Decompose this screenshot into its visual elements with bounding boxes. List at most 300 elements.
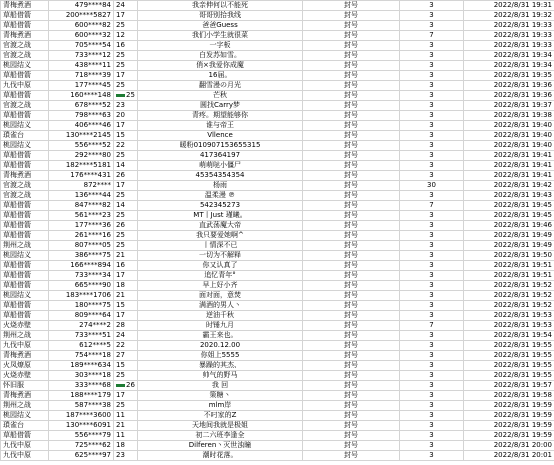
server-cell[interactable]	[1, 101, 49, 111]
index-cell[interactable]	[114, 301, 138, 311]
timestamp-cell[interactable]	[464, 51, 554, 61]
table-row[interactable]	[1, 411, 554, 421]
count-cell[interactable]	[400, 301, 464, 311]
timestamp-cell[interactable]	[464, 161, 554, 171]
timestamp-cell[interactable]	[464, 311, 554, 321]
count-cell[interactable]	[400, 381, 464, 391]
server-cell[interactable]	[1, 391, 49, 401]
server-cell[interactable]	[1, 251, 49, 261]
action-cell[interactable]	[303, 341, 400, 351]
table-row[interactable]	[1, 311, 554, 321]
nickname-cell[interactable]	[138, 211, 303, 221]
index-cell[interactable]	[114, 131, 138, 141]
timestamp-cell[interactable]	[464, 281, 554, 291]
timestamp-cell[interactable]	[464, 251, 554, 261]
server-cell[interactable]	[1, 281, 49, 291]
action-cell[interactable]	[303, 161, 400, 171]
nickname-cell[interactable]	[138, 401, 303, 411]
table-row[interactable]	[1, 391, 554, 401]
action-cell[interactable]	[303, 91, 400, 101]
count-cell[interactable]	[400, 431, 464, 441]
table-row[interactable]	[1, 271, 554, 281]
timestamp-cell[interactable]	[464, 451, 554, 461]
count-cell[interactable]	[400, 361, 464, 371]
table-row[interactable]	[1, 231, 554, 241]
nickname-cell[interactable]	[138, 391, 303, 401]
action-cell[interactable]	[303, 351, 400, 361]
account-cell[interactable]	[49, 441, 114, 451]
count-cell[interactable]	[400, 371, 464, 381]
count-cell[interactable]	[400, 221, 464, 231]
action-cell[interactable]	[303, 431, 400, 441]
server-cell[interactable]	[1, 11, 49, 21]
nickname-cell[interactable]	[138, 51, 303, 61]
nickname-cell[interactable]	[138, 341, 303, 351]
account-cell[interactable]	[49, 231, 114, 241]
server-cell[interactable]	[1, 1, 49, 11]
account-cell[interactable]	[49, 451, 114, 461]
table-row[interactable]	[1, 261, 554, 271]
index-cell[interactable]	[114, 51, 138, 61]
table-row[interactable]	[1, 191, 554, 201]
action-cell[interactable]	[303, 441, 400, 451]
nickname-cell[interactable]	[138, 271, 303, 281]
table-row[interactable]	[1, 251, 554, 261]
timestamp-cell[interactable]	[464, 141, 554, 151]
action-cell[interactable]	[303, 111, 400, 121]
nickname-cell[interactable]	[138, 291, 303, 301]
timestamp-cell[interactable]	[464, 231, 554, 241]
index-cell[interactable]	[114, 441, 138, 451]
nickname-cell[interactable]	[138, 241, 303, 251]
server-cell[interactable]	[1, 151, 49, 161]
nickname-cell[interactable]	[138, 371, 303, 381]
account-cell[interactable]	[49, 91, 114, 101]
index-cell[interactable]	[114, 381, 138, 391]
nickname-cell[interactable]	[138, 411, 303, 421]
table-row[interactable]	[1, 111, 554, 121]
action-cell[interactable]	[303, 261, 400, 271]
action-cell[interactable]	[303, 381, 400, 391]
action-cell[interactable]	[303, 411, 400, 421]
action-cell[interactable]	[303, 361, 400, 371]
timestamp-cell[interactable]	[464, 71, 554, 81]
count-cell[interactable]	[400, 31, 464, 41]
server-cell[interactable]	[1, 51, 49, 61]
index-cell[interactable]	[114, 241, 138, 251]
index-cell[interactable]	[114, 121, 138, 131]
nickname-cell[interactable]	[138, 111, 303, 121]
action-cell[interactable]	[303, 321, 400, 331]
index-cell[interactable]	[114, 431, 138, 441]
table-row[interactable]	[1, 11, 554, 21]
nickname-cell[interactable]	[138, 281, 303, 291]
count-cell[interactable]	[400, 391, 464, 401]
index-cell[interactable]	[114, 31, 138, 41]
server-cell[interactable]	[1, 31, 49, 41]
account-cell[interactable]	[49, 211, 114, 221]
nickname-cell[interactable]	[138, 311, 303, 321]
index-cell[interactable]	[114, 41, 138, 51]
count-cell[interactable]	[400, 261, 464, 271]
count-cell[interactable]	[400, 11, 464, 21]
count-cell[interactable]	[400, 401, 464, 411]
count-cell[interactable]	[400, 81, 464, 91]
count-cell[interactable]	[400, 271, 464, 281]
nickname-cell[interactable]	[138, 101, 303, 111]
index-cell[interactable]	[114, 391, 138, 401]
server-cell[interactable]	[1, 111, 49, 121]
action-cell[interactable]	[303, 421, 400, 431]
nickname-cell[interactable]	[138, 121, 303, 131]
account-cell[interactable]	[49, 291, 114, 301]
timestamp-cell[interactable]	[464, 1, 554, 11]
table-row[interactable]	[1, 171, 554, 181]
timestamp-cell[interactable]	[464, 111, 554, 121]
count-cell[interactable]	[400, 51, 464, 61]
table-row[interactable]	[1, 101, 554, 111]
action-cell[interactable]	[303, 141, 400, 151]
timestamp-cell[interactable]	[464, 211, 554, 221]
account-cell[interactable]	[49, 1, 114, 11]
timestamp-cell[interactable]	[464, 131, 554, 141]
index-cell[interactable]	[114, 101, 138, 111]
server-cell[interactable]	[1, 211, 49, 221]
table-row[interactable]	[1, 321, 554, 331]
server-cell[interactable]	[1, 81, 49, 91]
index-cell[interactable]	[114, 321, 138, 331]
count-cell[interactable]	[400, 1, 464, 11]
timestamp-cell[interactable]	[464, 341, 554, 351]
account-cell[interactable]	[49, 161, 114, 171]
account-cell[interactable]	[49, 151, 114, 161]
nickname-cell[interactable]	[138, 131, 303, 141]
nickname-cell[interactable]	[138, 331, 303, 341]
nickname-cell[interactable]	[138, 361, 303, 371]
server-cell[interactable]	[1, 451, 49, 461]
table-row[interactable]	[1, 71, 554, 81]
table-row[interactable]	[1, 201, 554, 211]
server-cell[interactable]	[1, 261, 49, 271]
server-cell[interactable]	[1, 291, 49, 301]
index-cell[interactable]	[114, 211, 138, 221]
action-cell[interactable]	[303, 401, 400, 411]
account-cell[interactable]	[49, 21, 114, 31]
nickname-cell[interactable]	[138, 431, 303, 441]
count-cell[interactable]	[400, 421, 464, 431]
table-row[interactable]	[1, 161, 554, 171]
account-cell[interactable]	[49, 351, 114, 361]
table-row[interactable]	[1, 451, 554, 461]
action-cell[interactable]	[303, 51, 400, 61]
server-cell[interactable]	[1, 411, 49, 421]
nickname-cell[interactable]	[138, 231, 303, 241]
index-cell[interactable]	[114, 311, 138, 321]
account-cell[interactable]	[49, 51, 114, 61]
table-row[interactable]	[1, 141, 554, 151]
table-row[interactable]	[1, 371, 554, 381]
index-cell[interactable]	[114, 181, 138, 191]
action-cell[interactable]	[303, 371, 400, 381]
timestamp-cell[interactable]	[464, 11, 554, 21]
count-cell[interactable]	[400, 71, 464, 81]
index-cell[interactable]	[114, 251, 138, 261]
nickname-cell[interactable]	[138, 301, 303, 311]
table-row[interactable]	[1, 351, 554, 361]
timestamp-cell[interactable]	[464, 291, 554, 301]
server-cell[interactable]	[1, 311, 49, 321]
table-row[interactable]	[1, 131, 554, 141]
index-cell[interactable]	[114, 221, 138, 231]
action-cell[interactable]	[303, 31, 400, 41]
nickname-cell[interactable]	[138, 71, 303, 81]
account-cell[interactable]	[49, 281, 114, 291]
server-cell[interactable]	[1, 361, 49, 371]
index-cell[interactable]	[114, 71, 138, 81]
action-cell[interactable]	[303, 101, 400, 111]
server-cell[interactable]	[1, 331, 49, 341]
nickname-cell[interactable]	[138, 251, 303, 261]
table-row[interactable]	[1, 241, 554, 251]
index-cell[interactable]	[114, 81, 138, 91]
server-cell[interactable]	[1, 271, 49, 281]
nickname-cell[interactable]	[138, 81, 303, 91]
index-cell[interactable]	[114, 171, 138, 181]
index-cell[interactable]	[114, 141, 138, 151]
count-cell[interactable]	[400, 351, 464, 361]
nickname-cell[interactable]	[138, 381, 303, 391]
account-cell[interactable]	[49, 191, 114, 201]
count-cell[interactable]	[400, 441, 464, 451]
table-row[interactable]	[1, 91, 554, 101]
timestamp-cell[interactable]	[464, 191, 554, 201]
table-row[interactable]	[1, 221, 554, 231]
timestamp-cell[interactable]	[464, 181, 554, 191]
index-cell[interactable]	[114, 161, 138, 171]
nickname-cell[interactable]	[138, 261, 303, 271]
nickname-cell[interactable]	[138, 201, 303, 211]
account-cell[interactable]	[49, 81, 114, 91]
count-cell[interactable]	[400, 21, 464, 31]
timestamp-cell[interactable]	[464, 361, 554, 371]
server-cell[interactable]	[1, 41, 49, 51]
table-row[interactable]	[1, 341, 554, 351]
server-cell[interactable]	[1, 421, 49, 431]
table-row[interactable]	[1, 361, 554, 371]
action-cell[interactable]	[303, 21, 400, 31]
table-row[interactable]	[1, 421, 554, 431]
nickname-cell[interactable]	[138, 451, 303, 461]
account-cell[interactable]	[49, 221, 114, 231]
nickname-cell[interactable]	[138, 321, 303, 331]
count-cell[interactable]	[400, 171, 464, 181]
account-cell[interactable]	[49, 411, 114, 421]
server-cell[interactable]	[1, 91, 49, 101]
server-cell[interactable]	[1, 351, 49, 361]
action-cell[interactable]	[303, 391, 400, 401]
timestamp-cell[interactable]	[464, 431, 554, 441]
account-cell[interactable]	[49, 381, 114, 391]
index-cell[interactable]	[114, 231, 138, 241]
account-cell[interactable]	[49, 301, 114, 311]
account-cell[interactable]	[49, 271, 114, 281]
action-cell[interactable]	[303, 61, 400, 71]
nickname-cell[interactable]	[138, 441, 303, 451]
action-cell[interactable]	[303, 131, 400, 141]
server-cell[interactable]	[1, 401, 49, 411]
index-cell[interactable]	[114, 151, 138, 161]
timestamp-cell[interactable]	[464, 101, 554, 111]
timestamp-cell[interactable]	[464, 121, 554, 131]
index-cell[interactable]	[114, 271, 138, 281]
nickname-cell[interactable]	[138, 61, 303, 71]
table-row[interactable]	[1, 291, 554, 301]
table-row[interactable]	[1, 441, 554, 451]
count-cell[interactable]	[400, 331, 464, 341]
action-cell[interactable]	[303, 81, 400, 91]
server-cell[interactable]	[1, 181, 49, 191]
nickname-cell[interactable]	[138, 161, 303, 171]
action-cell[interactable]	[303, 301, 400, 311]
account-cell[interactable]	[49, 431, 114, 441]
server-cell[interactable]	[1, 221, 49, 231]
server-cell[interactable]	[1, 231, 49, 241]
account-cell[interactable]	[49, 61, 114, 71]
action-cell[interactable]	[303, 201, 400, 211]
account-cell[interactable]	[49, 71, 114, 81]
count-cell[interactable]	[400, 61, 464, 71]
account-cell[interactable]	[49, 311, 114, 321]
server-cell[interactable]	[1, 201, 49, 211]
count-cell[interactable]	[400, 41, 464, 51]
table-row[interactable]	[1, 31, 554, 41]
timestamp-cell[interactable]	[464, 301, 554, 311]
nickname-cell[interactable]	[138, 31, 303, 41]
count-cell[interactable]	[400, 161, 464, 171]
count-cell[interactable]	[400, 111, 464, 121]
nickname-cell[interactable]	[138, 21, 303, 31]
account-cell[interactable]	[49, 361, 114, 371]
table-row[interactable]	[1, 121, 554, 131]
timestamp-cell[interactable]	[464, 151, 554, 161]
timestamp-cell[interactable]	[464, 401, 554, 411]
action-cell[interactable]	[303, 11, 400, 21]
index-cell[interactable]	[114, 291, 138, 301]
count-cell[interactable]	[400, 451, 464, 461]
account-cell[interactable]	[49, 401, 114, 411]
index-cell[interactable]	[114, 61, 138, 71]
count-cell[interactable]	[400, 141, 464, 151]
timestamp-cell[interactable]	[464, 201, 554, 211]
account-cell[interactable]	[49, 421, 114, 431]
account-cell[interactable]	[49, 41, 114, 51]
count-cell[interactable]	[400, 211, 464, 221]
index-cell[interactable]	[114, 1, 138, 11]
server-cell[interactable]	[1, 341, 49, 351]
count-cell[interactable]	[400, 321, 464, 331]
account-cell[interactable]	[49, 331, 114, 341]
index-cell[interactable]	[114, 21, 138, 31]
action-cell[interactable]	[303, 241, 400, 251]
action-cell[interactable]	[303, 221, 400, 231]
action-cell[interactable]	[303, 451, 400, 461]
index-cell[interactable]	[114, 261, 138, 271]
timestamp-cell[interactable]	[464, 91, 554, 101]
nickname-cell[interactable]	[138, 191, 303, 201]
timestamp-cell[interactable]	[464, 321, 554, 331]
nickname-cell[interactable]	[138, 1, 303, 11]
table-row[interactable]	[1, 381, 554, 391]
timestamp-cell[interactable]	[464, 371, 554, 381]
action-cell[interactable]	[303, 271, 400, 281]
account-cell[interactable]	[49, 31, 114, 41]
table-row[interactable]	[1, 401, 554, 411]
index-cell[interactable]	[114, 91, 138, 101]
count-cell[interactable]	[400, 291, 464, 301]
nickname-cell[interactable]	[138, 351, 303, 361]
server-cell[interactable]	[1, 171, 49, 181]
action-cell[interactable]	[303, 211, 400, 221]
index-cell[interactable]	[114, 401, 138, 411]
count-cell[interactable]	[400, 201, 464, 211]
count-cell[interactable]	[400, 91, 464, 101]
action-cell[interactable]	[303, 291, 400, 301]
table-row[interactable]	[1, 211, 554, 221]
count-cell[interactable]	[400, 281, 464, 291]
nickname-cell[interactable]	[138, 41, 303, 51]
action-cell[interactable]	[303, 331, 400, 341]
action-cell[interactable]	[303, 121, 400, 131]
account-cell[interactable]	[49, 201, 114, 211]
timestamp-cell[interactable]	[464, 331, 554, 341]
count-cell[interactable]	[400, 151, 464, 161]
account-cell[interactable]	[49, 181, 114, 191]
timestamp-cell[interactable]	[464, 61, 554, 71]
timestamp-cell[interactable]	[464, 241, 554, 251]
nickname-cell[interactable]	[138, 151, 303, 161]
timestamp-cell[interactable]	[464, 81, 554, 91]
timestamp-cell[interactable]	[464, 381, 554, 391]
index-cell[interactable]	[114, 361, 138, 371]
server-cell[interactable]	[1, 71, 49, 81]
count-cell[interactable]	[400, 191, 464, 201]
count-cell[interactable]	[400, 101, 464, 111]
timestamp-cell[interactable]	[464, 421, 554, 431]
nickname-cell[interactable]	[138, 171, 303, 181]
table-row[interactable]	[1, 61, 554, 71]
server-cell[interactable]	[1, 301, 49, 311]
timestamp-cell[interactable]	[464, 351, 554, 361]
account-cell[interactable]	[49, 341, 114, 351]
account-cell[interactable]	[49, 251, 114, 261]
table-row[interactable]	[1, 51, 554, 61]
timestamp-cell[interactable]	[464, 171, 554, 181]
server-cell[interactable]	[1, 141, 49, 151]
nickname-cell[interactable]	[138, 181, 303, 191]
timestamp-cell[interactable]	[464, 271, 554, 281]
timestamp-cell[interactable]	[464, 441, 554, 451]
action-cell[interactable]	[303, 231, 400, 241]
table-row[interactable]	[1, 301, 554, 311]
account-cell[interactable]	[49, 321, 114, 331]
action-cell[interactable]	[303, 181, 400, 191]
account-cell[interactable]	[49, 101, 114, 111]
nickname-cell[interactable]	[138, 11, 303, 21]
index-cell[interactable]	[114, 281, 138, 291]
account-cell[interactable]	[49, 111, 114, 121]
action-cell[interactable]	[303, 1, 400, 11]
server-cell[interactable]	[1, 381, 49, 391]
